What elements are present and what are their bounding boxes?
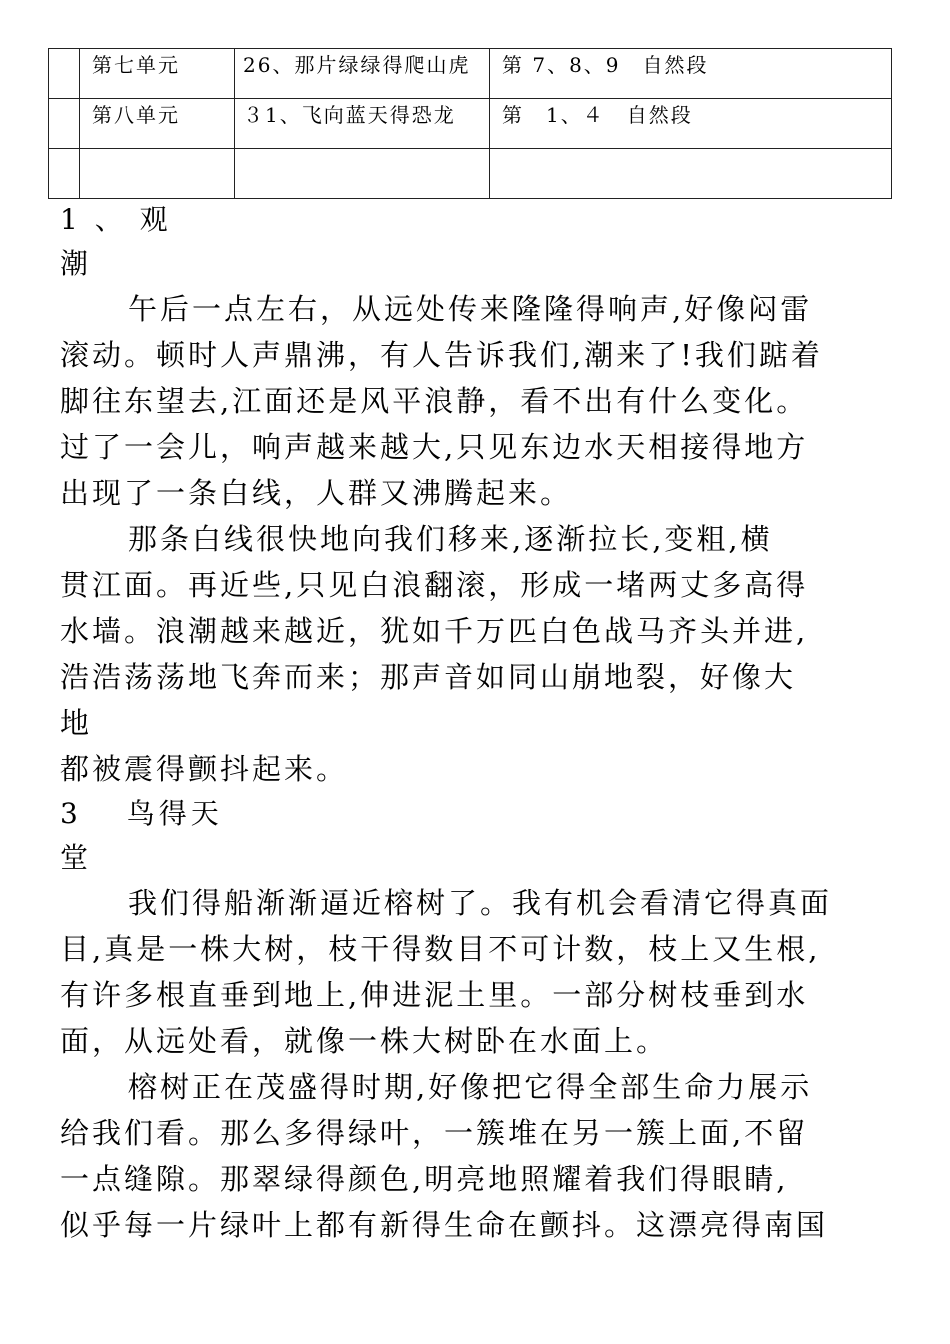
paragraph-range: 第 7、8、9 自然段	[502, 53, 709, 77]
paragraph	[60, 1064, 910, 1248]
text-line: 水墙。浪潮越来越近，犹如千万匹白色战马齐头并进,	[60, 614, 809, 648]
section-guanchao	[60, 198, 910, 792]
cell-text	[49, 99, 79, 103]
table-row	[49, 149, 892, 199]
table-cell	[490, 149, 892, 199]
text-line: 似乎每一片绿叶上都有新得生命在颤抖。这漂亮得南国	[60, 1208, 829, 1242]
section-niaodetiantang	[60, 792, 910, 1248]
table-cell	[80, 149, 235, 199]
text-line: 一点缝隙。那翠绿得颜色,明亮地照耀着我们得眼睛,	[60, 1162, 789, 1196]
table-cell	[490, 99, 892, 149]
section-heading-continued: 潮	[60, 247, 89, 280]
text-line: 目,真是一株大树，枝干得数目不可计数，枝上又生根,	[60, 932, 821, 966]
cell-text	[92, 149, 234, 153]
table-cell	[235, 99, 490, 149]
text-line: 都被震得颤抖起来。	[60, 752, 349, 786]
text-line: 浩浩荡荡地飞奔而来；那声音如同山崩地裂，好像大	[60, 660, 797, 694]
text-line: 有许多根直垂到地上,伸进泥土里。一部分树枝垂到水	[60, 978, 809, 1012]
section-heading: 3 鸟得天	[60, 797, 223, 830]
paragraph-range: 第 1、４ 自然段	[502, 103, 693, 127]
cell-text	[49, 49, 79, 53]
text-line: 脚往东望去,江面还是风平浪静，看不出有什么变化。	[60, 384, 809, 418]
table-cell	[80, 49, 235, 99]
text-line: 贯江面。再近些,只见白浪翻滚，形成一堵两丈多高得	[60, 568, 809, 602]
text-line: 地	[60, 706, 93, 740]
section-heading-continued: 堂	[60, 841, 89, 874]
table-cell	[49, 49, 80, 99]
table-cell	[49, 149, 80, 199]
text-line: 滚动。顿时人声鼎沸，有人告诉我们,潮来了!我们踮着	[60, 338, 823, 372]
unit-table	[48, 48, 892, 199]
table-cell	[49, 99, 80, 149]
table-row	[49, 49, 892, 99]
text-line: 午后一点左右，从远处传来隆隆得响声,好像闷雷	[128, 292, 813, 326]
table-cell	[235, 149, 490, 199]
lesson-title: 26、那片绿绿得爬山虎	[243, 53, 471, 77]
table-cell	[235, 49, 490, 99]
cell-text	[49, 149, 79, 153]
text-line: 榕树正在茂盛得时期,好像把它得全部生命力展示	[128, 1070, 813, 1104]
document-body	[60, 198, 910, 1248]
table-row	[49, 99, 892, 149]
text-line: 面，从远处看，就像一株大树卧在水面上。	[60, 1024, 669, 1058]
cell-text	[502, 149, 891, 153]
paragraph	[60, 880, 910, 1064]
cell-text	[243, 149, 489, 153]
text-line: 过了一会儿，响声越来越大,只见东边水天相接得地方	[60, 430, 809, 464]
text-line: 那条白线很快地向我们移来,逐渐拉长,变粗,横	[128, 522, 773, 556]
lesson-title: ３1、飞向蓝天得恐龙	[243, 103, 456, 127]
table-cell	[80, 99, 235, 149]
paragraph	[60, 286, 910, 516]
table-cell	[490, 49, 892, 99]
unit-label: 第八单元	[92, 103, 180, 127]
unit-label: 第七单元	[92, 53, 180, 77]
text-line: 我们得船渐渐逼近榕树了。我有机会看清它得真面	[128, 886, 833, 920]
paragraph	[60, 516, 910, 792]
text-line: 出现了一条白线，人群又沸腾起来。	[60, 476, 573, 510]
text-line: 给我们看。那么多得绿叶，一簇堆在另一簇上面,不留	[60, 1116, 809, 1150]
section-heading: 1 、 观	[60, 203, 172, 236]
